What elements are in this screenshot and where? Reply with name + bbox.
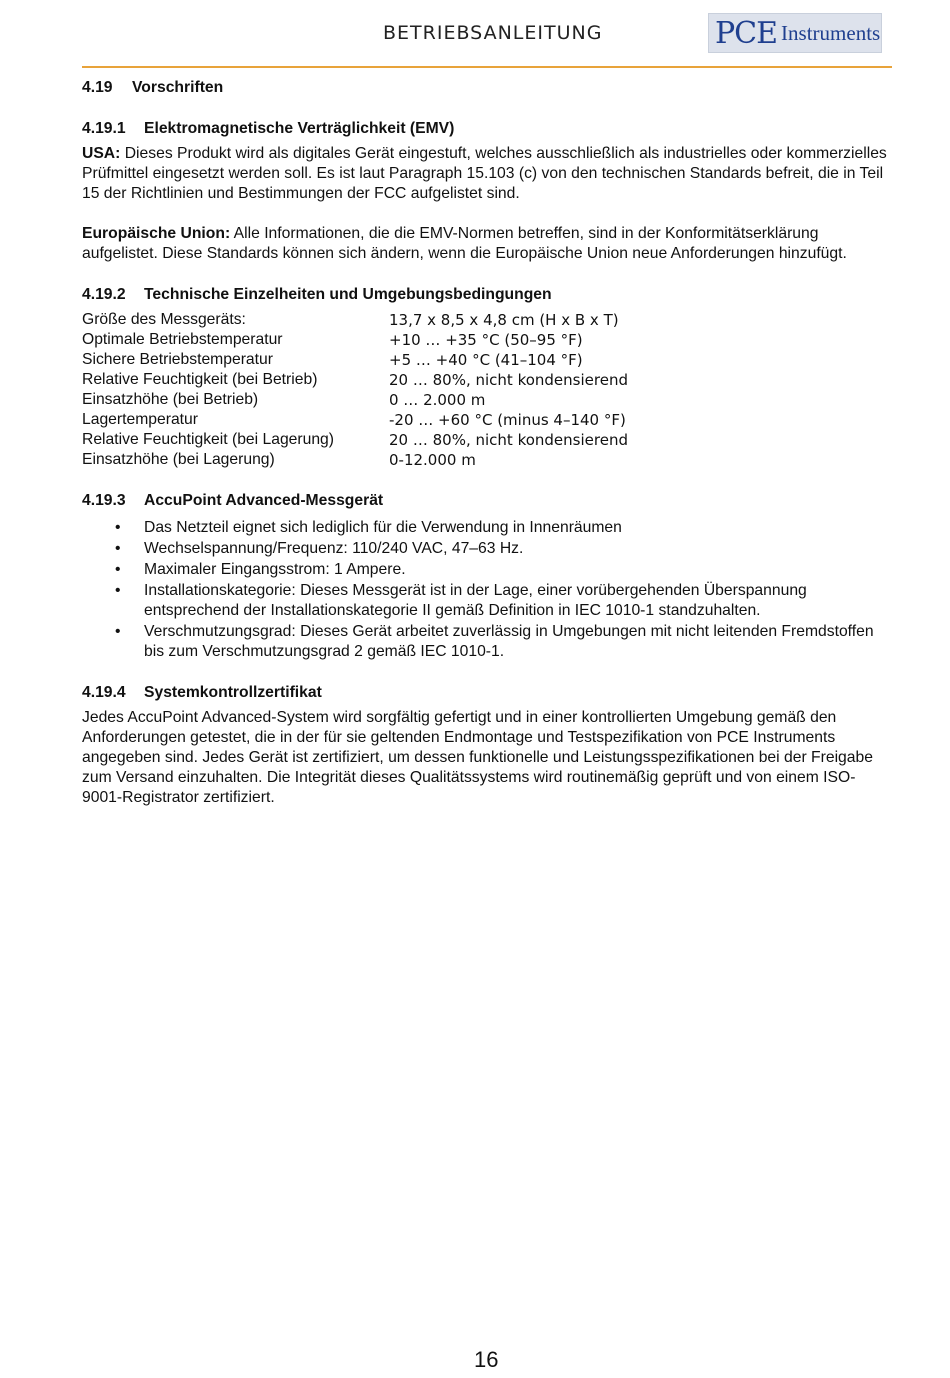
spec-label: Relative Feuchtigkeit (bei Lagerung): [82, 431, 335, 448]
heading-title: Elektromagnetische Verträglichkeit (EMV): [144, 120, 455, 137]
eu-label: Europäische Union:: [82, 225, 231, 242]
document-header-title: BETRIEBSANLEITUNG: [383, 22, 603, 44]
spec-label: Lagertemperatur: [82, 411, 198, 428]
spec-label: Einsatzhöhe (bei Lagerung): [82, 451, 275, 468]
list-item: • Maximaler Eingangsstrom: 1 Ampere.: [82, 560, 892, 580]
spec-value: +5 … +40 °C (41–104 °F): [389, 351, 583, 369]
spec-value: 20 … 80%, nicht kondensierend: [389, 371, 628, 389]
heading-title: AccuPoint Advanced-Messgerät: [144, 492, 384, 509]
list-item: • Das Netzteil eignet sich lediglich für die Verwendung in Innenräumen: [82, 518, 892, 538]
spec-label: Einsatzhöhe (bei Betrieb): [82, 391, 259, 408]
heading-number: 4.19: [82, 79, 113, 96]
spec-label: Sichere Betriebstemperatur: [82, 351, 273, 368]
eu-text: Alle Informationen, die die EMV-Normen betreffen, sind in der Konformitätserklärung aufgelistet. Diese Standards können sich ändern, wenn die Europäische Union neue Anforderungen hinzufügt.: [82, 225, 847, 262]
usa-label: USA:: [82, 145, 121, 162]
spec-value: -20 … +60 °C (minus 4–140 °F): [389, 411, 626, 429]
page-content: [82, 78, 892, 808]
heading-number: 4.19.4: [82, 684, 126, 701]
bullet-list: [82, 518, 892, 662]
heading-4-19-4: [82, 683, 892, 703]
heading-number: 4.19.3: [82, 492, 126, 509]
page-number: 16: [474, 1347, 499, 1372]
usa-text: Dieses Produkt wird als digitales Gerät eingestuft, welches ausschließlich als industrielles oder kommerzielles Prüfmittel eingesetzt werden soll. Es ist laut Paragraph 15.103 (c) von den technischen Standards befreit, die in Teil 15 der Richtlinien und Bestimmungen der FCC aufgelistet sind.: [82, 145, 887, 202]
list-item: • Wechselspannung/Frequenz: 110/240 VAC, 47–63 Hz.: [82, 539, 892, 559]
usa-paragraph: [82, 144, 892, 204]
heading-number: 4.19.2: [82, 286, 126, 303]
certificate-paragraph: Jedes AccuPoint Advanced-System wird sorgfältig gefertigt und in einer kontrollierten Umgebung gemäß den Anforderungen getestet, die in der für sie geltenden Endmontage und Testspezifikation von PCE Instruments angegeben sind. Jedes Gerät ist zertifiziert, um dessen funktionelle und Leistungsspezifikationen bei der Freigabe zum Versand einzuhalten. Die Integrität dieses Qualitätssystems wird routinemäßig geprüft und von einem ISO-9001-Registrator zertifiziert.: [82, 709, 873, 806]
pce-instruments-logo: [708, 13, 882, 53]
spec-value: 20 … 80%, nicht kondensierend: [389, 431, 628, 449]
spec-label: Größe des Messgeräts:: [82, 311, 246, 328]
specs-table: [82, 310, 892, 470]
logo-pce-text: PCE: [715, 15, 778, 51]
spec-value: 0-12.000 m: [389, 451, 476, 469]
spec-row: [82, 310, 892, 330]
eu-paragraph: [82, 224, 892, 264]
spec-row: [82, 350, 892, 370]
heading-title: Vorschriften: [132, 79, 224, 96]
heading-title: Systemkontrollzertifikat: [144, 684, 322, 701]
list-item: • Installationskategorie: Dieses Messgerät ist in der Lage, einer vorübergehenden Überspannung entsprechend der Installationskategorie II gemäß Definition in IEC 1010-1 standzuhalten.: [82, 581, 892, 621]
header-divider: [82, 66, 892, 68]
list-item: • Verschmutzungsgrad: Dieses Gerät arbeitet zuverlässig in Umgebungen mit nicht leitenden Fremdstoffen bis zum Verschmutzungsgrad 2 gemäß IEC 1010-1.: [82, 622, 892, 662]
spec-row: [82, 450, 892, 470]
spec-row: [82, 410, 892, 430]
spec-value: +10 … +35 °C (50–95 °F): [389, 331, 583, 349]
spec-row: [82, 390, 892, 410]
logo-instruments-text: Instruments: [781, 20, 881, 45]
spec-label: Relative Feuchtigkeit (bei Betrieb): [82, 371, 318, 388]
spec-row: [82, 330, 892, 350]
heading-4-19-1: [82, 119, 892, 139]
spec-row: [82, 370, 892, 390]
heading-title: Technische Einzelheiten und Umgebungsbedingungen: [144, 286, 552, 303]
heading-number: 4.19.1: [82, 120, 126, 137]
spec-value: 13,7 x 8,5 x 4,8 cm (H x B x T): [389, 311, 619, 329]
spec-value: 0 … 2.000 m: [389, 391, 486, 409]
heading-4-19-3: [82, 491, 892, 511]
heading-4-19-2: [82, 285, 892, 305]
spec-row: [82, 430, 892, 450]
heading-4-19: [82, 78, 892, 98]
spec-label: Optimale Betriebstemperatur: [82, 331, 283, 348]
